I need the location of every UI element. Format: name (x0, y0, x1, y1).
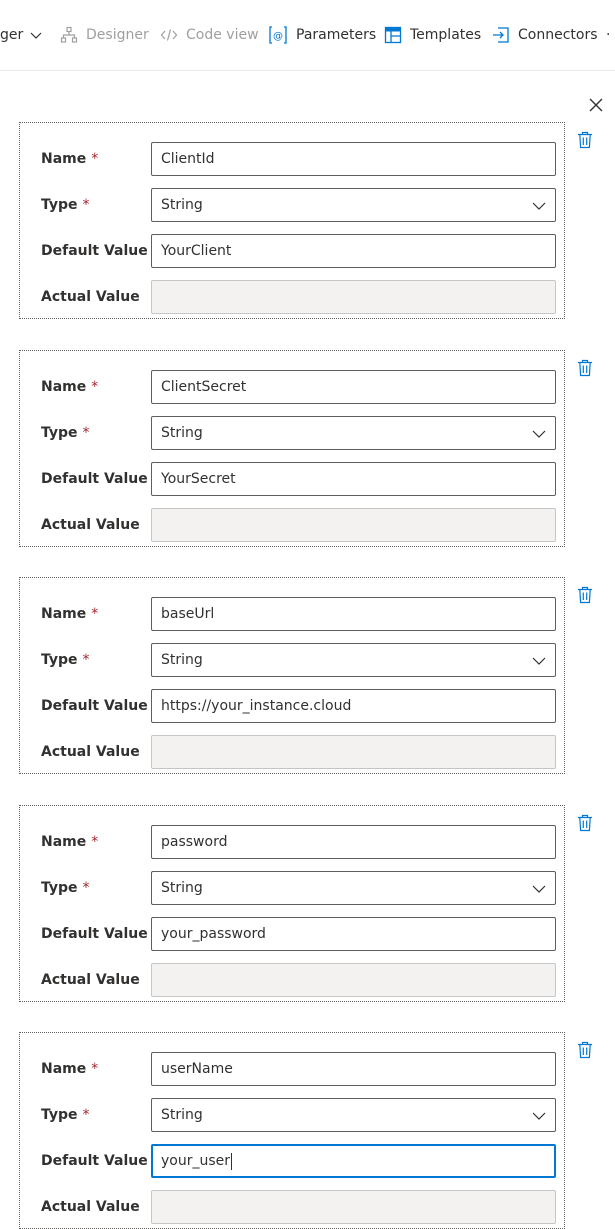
parameter-card-2 (19, 577, 565, 774)
actual-value-label: Actual Value (41, 289, 140, 305)
default-value-label: Default Value (41, 243, 148, 259)
default-value-label: Default Value (41, 698, 148, 714)
type-row (20, 416, 564, 452)
toolbar-parameters-label: Parameters (296, 27, 377, 43)
default-value-input[interactable] (151, 234, 556, 268)
parameter-card-4 (19, 1032, 565, 1229)
name-input[interactable] (151, 825, 556, 859)
text-caret (231, 1153, 232, 1170)
delete-parameter-button[interactable] (576, 1040, 594, 1060)
default-value-input[interactable] (151, 462, 556, 496)
required-mark: * (91, 1061, 99, 1077)
actual-value-input[interactable] (151, 963, 556, 997)
chevron-down-icon (532, 655, 546, 667)
name-label: Name * (41, 606, 99, 622)
toolbar (0, 0, 615, 71)
name-value: ClientId (161, 151, 215, 167)
parameter-card-1 (19, 350, 565, 547)
type-row (20, 1098, 564, 1134)
type-value: String (161, 425, 203, 441)
name-row (20, 597, 564, 633)
designer-icon (60, 26, 78, 44)
toolbar-code-view-button[interactable] (160, 22, 259, 48)
trash-icon (577, 1041, 593, 1059)
type-dropdown[interactable] (151, 871, 556, 905)
default-value-input[interactable] (151, 689, 556, 723)
type-dropdown[interactable] (151, 1098, 556, 1132)
name-row (20, 825, 564, 861)
required-mark: * (82, 197, 90, 213)
delete-parameter-button[interactable] (576, 585, 594, 605)
toolbar-item-partial-label: ger (0, 27, 24, 43)
default-value-label: Default Value (41, 1153, 148, 1169)
required-mark: * (91, 379, 99, 395)
actual-value-row (20, 508, 564, 544)
chevron-down-icon (532, 883, 546, 895)
toolbar-more-button[interactable] (606, 22, 610, 48)
required-mark: * (91, 834, 99, 850)
type-label: Type * (41, 197, 90, 213)
required-mark: * (91, 606, 99, 622)
delete-parameter-button[interactable] (576, 130, 594, 150)
name-label: Name * (41, 1061, 99, 1077)
actual-value-label: Actual Value (41, 1199, 140, 1215)
delete-parameter-button[interactable] (576, 358, 594, 378)
type-row (20, 643, 564, 679)
actual-value-label: Actual Value (41, 517, 140, 533)
actual-value-input[interactable] (151, 508, 556, 542)
type-value: String (161, 1107, 203, 1123)
toolbar-templates-button[interactable] (384, 22, 481, 48)
name-input[interactable] (151, 142, 556, 176)
name-value: ClientSecret (161, 379, 247, 395)
default-value-value: your_password (161, 926, 266, 942)
name-label: Name * (41, 379, 99, 395)
type-dropdown[interactable] (151, 643, 556, 677)
default-value-row (20, 462, 564, 498)
default-value-row (20, 917, 564, 953)
default-value-label: Default Value (41, 926, 148, 942)
default-value-input[interactable] (151, 1144, 556, 1178)
connectors-icon (492, 26, 510, 44)
toolbar-item-partial[interactable] (0, 22, 43, 48)
actual-value-row (20, 280, 564, 316)
parameter-card-0 (19, 122, 565, 319)
required-mark: * (82, 880, 90, 896)
name-value: password (161, 834, 228, 850)
name-input[interactable] (151, 370, 556, 404)
templates-icon (384, 26, 402, 44)
more-icon: · (606, 27, 611, 43)
actual-value-row (20, 1190, 564, 1226)
close-button[interactable] (586, 95, 606, 115)
default-value-value: your_user (161, 1153, 231, 1169)
type-value: String (161, 197, 203, 213)
default-value-row (20, 1144, 564, 1180)
required-mark: * (82, 425, 90, 441)
code-icon (160, 26, 178, 44)
toolbar-designer-label: Designer (86, 27, 149, 43)
trash-icon (577, 131, 593, 149)
default-value-input[interactable] (151, 917, 556, 951)
trash-icon (577, 586, 593, 604)
parameter-card-3 (19, 805, 565, 1002)
actual-value-row (20, 963, 564, 999)
type-row (20, 188, 564, 224)
chevron-down-icon (532, 1110, 546, 1122)
toolbar-connectors-button[interactable] (492, 22, 598, 48)
chevron-down-icon (532, 428, 546, 440)
required-mark: * (82, 1107, 90, 1123)
actual-value-row (20, 735, 564, 771)
type-label: Type * (41, 652, 90, 668)
name-input[interactable] (151, 597, 556, 631)
name-label: Name * (41, 151, 99, 167)
default-value-value: https://your_instance.cloud (161, 698, 352, 714)
chevron-down-icon (29, 28, 43, 42)
name-row (20, 1052, 564, 1088)
type-value: String (161, 652, 203, 668)
default-value-row (20, 234, 564, 270)
trash-icon (577, 814, 593, 832)
default-value-label: Default Value (41, 471, 148, 487)
actual-value-input[interactable] (151, 735, 556, 769)
actual-value-input[interactable] (151, 280, 556, 314)
actual-value-label: Actual Value (41, 972, 140, 988)
required-mark: * (82, 652, 90, 668)
required-mark: * (91, 151, 99, 167)
default-value-value: YourSecret (161, 471, 236, 487)
name-value: userName (161, 1061, 233, 1077)
name-row (20, 142, 564, 178)
svg-text:@: @ (273, 31, 283, 42)
type-row (20, 871, 564, 907)
name-input[interactable] (151, 1052, 556, 1086)
type-label: Type * (41, 425, 90, 441)
type-value: String (161, 880, 203, 896)
name-row (20, 370, 564, 406)
chevron-down-icon (532, 200, 546, 212)
actual-value-label: Actual Value (41, 744, 140, 760)
toolbar-templates-label: Templates (410, 27, 482, 43)
default-value-row (20, 689, 564, 725)
type-dropdown[interactable] (151, 416, 556, 450)
toolbar-connectors-label: Connectors (518, 27, 598, 43)
type-label: Type * (41, 880, 90, 896)
default-value-value: YourClient (161, 243, 232, 259)
toolbar-parameters-button[interactable] (268, 22, 376, 48)
close-icon (588, 97, 604, 113)
delete-parameter-button[interactable] (576, 813, 594, 833)
toolbar-designer-button[interactable] (60, 22, 149, 48)
name-value: baseUrl (161, 606, 215, 622)
toolbar-code-view-label: Code view (186, 27, 259, 43)
trash-icon (577, 359, 593, 377)
parameters-icon (268, 25, 288, 45)
actual-value-input[interactable] (151, 1190, 556, 1224)
name-label: Name * (41, 834, 99, 850)
type-label: Type * (41, 1107, 90, 1123)
type-dropdown[interactable] (151, 188, 556, 222)
